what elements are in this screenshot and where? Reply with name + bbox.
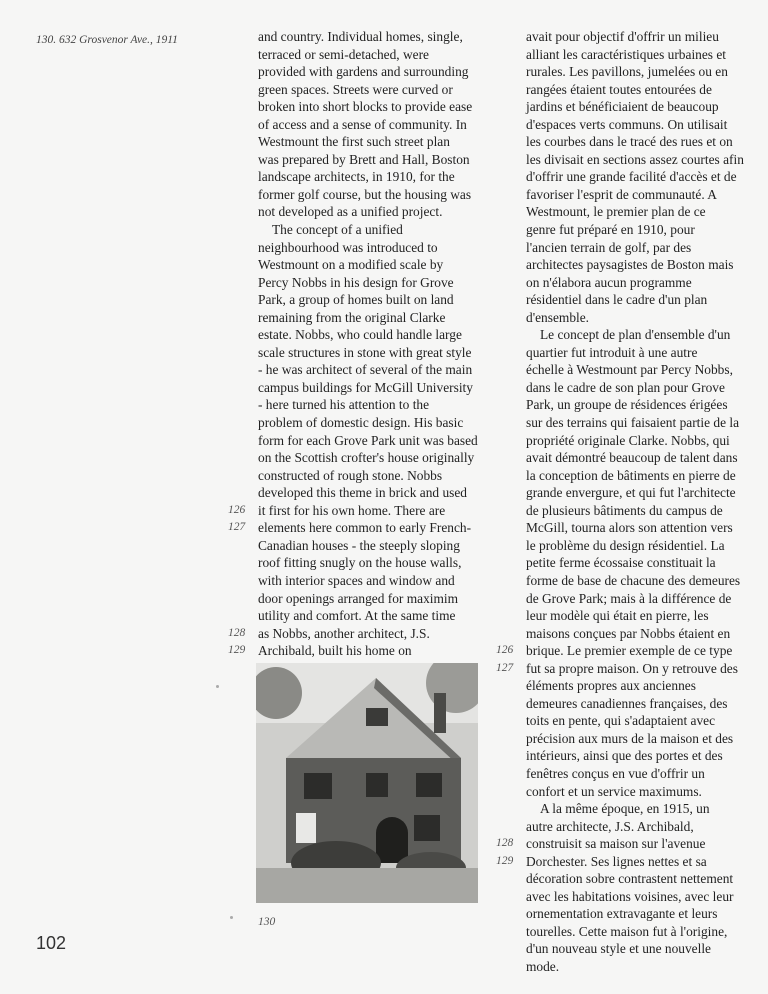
text-line <box>258 28 498 46</box>
text-line-content: d'un nouveau style et une nouvelle <box>526 941 711 957</box>
text-line-content: l'ancien terrain de golf, par des <box>526 239 692 255</box>
text-line <box>526 274 766 292</box>
figure-reference-number: 127 <box>496 661 514 674</box>
text-line <box>258 256 498 274</box>
text-line-content: ornementation extravagante et leurs <box>526 906 718 922</box>
text-line <box>526 326 766 344</box>
text-line-content: maisons conçues par Nobbs étaient en <box>526 625 731 641</box>
text-line <box>228 502 498 520</box>
text-line <box>526 870 766 888</box>
text-line <box>526 783 766 801</box>
text-line-content: forme de base de chacune des demeures <box>526 572 741 588</box>
text-line-content: genre fut préparé en 1910, pour <box>526 222 695 238</box>
text-line-content: alliant les caractéristiques urbaines et <box>526 46 727 62</box>
text-line <box>258 379 498 397</box>
text-line-content: utility and comfort. At the same time <box>258 608 456 624</box>
text-line-content: estate. Nobbs, who could handle large <box>258 327 462 343</box>
figure-reference-number: 126 <box>228 503 246 516</box>
text-line-content: propriété originale Clarke. Nobbs, qui <box>526 432 730 448</box>
text-line <box>258 590 498 608</box>
text-line <box>526 98 766 116</box>
text-line <box>258 151 498 169</box>
text-line-content: constructed of rough stone. Nobbs <box>258 467 443 483</box>
text-line-content: confort et un service maximums. <box>526 783 702 799</box>
text-line-content: sur des terrains qui faisaient partie de la <box>526 415 740 431</box>
text-line-content: rurales. Les pavillons, jumelées ou en <box>526 64 728 80</box>
text-line <box>526 239 766 257</box>
text-line-content: petite ferme écossaise constituait la <box>526 555 716 571</box>
text-line <box>526 63 766 81</box>
text-line <box>526 203 766 221</box>
text-line-content: as Nobbs, another architect, J.S. <box>258 625 430 641</box>
text-line <box>526 519 766 537</box>
text-line <box>258 291 498 309</box>
text-line <box>526 695 766 713</box>
print-speck <box>216 685 219 688</box>
text-line <box>228 625 498 643</box>
page-number: 102 <box>36 933 67 953</box>
text-line-content: construisit sa maison sur l'avenue <box>526 836 706 852</box>
text-line-content: d'ensemble. <box>526 309 590 325</box>
text-line-content: on n'élabora aucun programme <box>526 274 692 290</box>
text-line-content: jardins et bénéficiaient de beaucoup <box>526 99 719 115</box>
text-line <box>526 905 766 923</box>
text-line <box>526 607 766 625</box>
figure-reference-number: 129 <box>228 644 246 657</box>
text-line <box>526 537 766 555</box>
text-line-content: décoration sobre contrastent nettement <box>526 871 734 887</box>
text-line <box>496 642 766 660</box>
text-line-content: toits en pente, qui s'adaptaient avec <box>526 713 716 729</box>
text-line-content: avait démontré beaucoup de talent dans <box>526 450 738 466</box>
text-line-content: of access and a sense of community. In <box>258 116 467 132</box>
text-line-content: rangées étaient toutes entourées de <box>526 81 712 97</box>
text-line-content: quartier fut introduit à une autre <box>526 344 698 360</box>
text-line-content: le problème du design résidentiel. La <box>526 537 725 553</box>
photo-caption: 130 <box>258 916 276 928</box>
text-line-content: door openings arranged for maximim <box>258 590 459 606</box>
figure-reference-number: 129 <box>496 854 514 867</box>
text-line-content: A la même époque, en 1915, un <box>540 801 710 817</box>
text-line <box>258 607 498 625</box>
text-line <box>526 818 766 836</box>
text-line <box>526 800 766 818</box>
text-line <box>526 81 766 99</box>
text-line <box>258 116 498 134</box>
text-line-content: Le concept de plan d'ensemble d'un <box>540 327 731 343</box>
text-line <box>526 484 766 502</box>
text-line-content: avait pour objectif d'offrir un milieu <box>526 29 719 44</box>
text-line-content: - he was architect of several of the main <box>258 362 473 378</box>
text-line-content: developed this theme in brick and used <box>258 485 467 501</box>
text-line <box>526 467 766 485</box>
text-line-content: campus buildings for McGill University <box>258 379 473 395</box>
text-line-content: elements here common to early French- <box>258 520 472 536</box>
text-line-content: problem of domestic design. His basic <box>258 415 464 431</box>
text-line <box>526 291 766 309</box>
text-line <box>228 519 498 537</box>
text-line-content: précision aux murs de la maison et des <box>526 730 734 746</box>
house-photo-illustration <box>256 663 478 903</box>
text-line <box>526 923 766 941</box>
text-line-content: fenêtres conçus en vue d'offrir un <box>526 765 705 781</box>
text-line <box>526 502 766 520</box>
text-line <box>258 414 498 432</box>
text-line <box>258 274 498 292</box>
text-line <box>526 309 766 327</box>
text-line-content: remaining from the original Clarke <box>258 309 446 325</box>
text-line <box>526 414 766 432</box>
text-line-content: éléments propres aux anciennes <box>526 678 696 694</box>
text-line-content: d'espaces verts communs. On utilisait <box>526 116 728 132</box>
text-line-content: not developed as a unified project. <box>258 204 443 220</box>
text-line <box>526 396 766 414</box>
text-line-content: provided with gardens and surrounding <box>258 64 469 80</box>
text-line <box>496 853 766 871</box>
text-line-content: on the Scottish crofter's house originally <box>258 450 475 466</box>
text-line-content: architectes paysagistes de Boston mais <box>526 257 734 273</box>
text-line <box>526 590 766 608</box>
text-line <box>258 46 498 64</box>
french-text-column <box>496 28 766 976</box>
text-line <box>258 81 498 99</box>
text-line <box>258 344 498 362</box>
text-line-content: grande envergure, et qui fut l'architecte <box>526 485 736 501</box>
text-line-content: broken into short blocks to provide ease <box>258 99 473 115</box>
text-line-content: roof fitting snugly on the house walls, <box>258 555 462 571</box>
text-line <box>526 344 766 362</box>
text-line-content: favoriser l'esprit de communauté. A <box>526 186 717 202</box>
text-line-content: McGill, tourna alors son attention vers <box>526 520 733 536</box>
text-line-content: demeures canadiennes françaises, des <box>526 695 728 711</box>
text-line-content: la conception de bâtiments en pierre de <box>526 467 736 483</box>
text-line <box>526 765 766 783</box>
text-line <box>526 449 766 467</box>
text-line-content: and country. Individual homes, single, <box>258 29 463 44</box>
text-line <box>258 467 498 485</box>
text-line-content: Percy Nobbs in his design for Grove <box>258 274 454 290</box>
text-line-content: Westmount, le premier plan de ce <box>526 204 706 220</box>
house-photograph <box>256 663 478 903</box>
text-line-content: intérieurs, ainsi que des portes et des <box>526 748 723 764</box>
english-text-column <box>228 28 498 765</box>
text-line <box>258 537 498 555</box>
text-line <box>258 133 498 151</box>
text-line-content: les divisait en sections assez courtes afin <box>526 151 744 167</box>
text-line-content: it first for his own home. There are <box>258 502 446 518</box>
text-line-content: form for each Grove Park unit was based <box>258 432 478 448</box>
text-line <box>258 572 498 590</box>
text-line <box>258 239 498 257</box>
text-line <box>258 396 498 414</box>
text-line <box>258 432 498 450</box>
text-line <box>258 449 498 467</box>
text-line-content: d'offrir une grande facilité d'accès et de <box>526 169 737 185</box>
text-line <box>526 940 766 958</box>
text-line-content: tourelles. Cette maison fut à l'origine, <box>526 923 728 939</box>
text-line-content: leur modèle qui était en pierre, les <box>526 608 709 624</box>
figure-reference-number: 126 <box>496 644 514 657</box>
text-line <box>526 46 766 64</box>
text-line <box>526 221 766 239</box>
text-line-content: green spaces. Streets were curved or <box>258 81 453 97</box>
text-line <box>526 379 766 397</box>
text-line <box>526 888 766 906</box>
text-line <box>526 747 766 765</box>
text-line <box>258 484 498 502</box>
text-line <box>258 326 498 344</box>
text-line-content: autre architecte, J.S. Archibald, <box>526 818 694 834</box>
text-line <box>526 572 766 590</box>
text-line <box>526 730 766 748</box>
text-line-content: dans le cadre de son plan pour Grove <box>526 379 725 395</box>
text-line <box>526 712 766 730</box>
text-line <box>526 554 766 572</box>
text-line-content: brique. Le premier exemple de ce type <box>526 643 733 659</box>
figure-reference-number: 128 <box>496 837 514 850</box>
text-line <box>526 256 766 274</box>
text-line <box>526 168 766 186</box>
text-line <box>258 186 498 204</box>
text-line <box>258 361 498 379</box>
text-line <box>526 432 766 450</box>
print-speck <box>230 916 233 919</box>
text-line-content: Park, a group of homes built on land <box>258 292 454 308</box>
figure-reference-number: 127 <box>228 521 246 534</box>
text-line <box>526 958 766 976</box>
text-line-content: Westmount on a modified scale by <box>258 257 444 273</box>
text-line-content: de plusieurs bâtiments du campus de <box>526 502 723 518</box>
text-line-content: Park, un groupe de résidences érigées <box>526 397 728 413</box>
text-line-content: terraced or semi-detached, were <box>258 46 429 62</box>
text-line <box>526 361 766 379</box>
text-line-content: - here turned his attention to the <box>258 397 430 413</box>
text-line-content: Dorchester. Ses lignes nettes et sa <box>526 853 707 869</box>
text-line <box>228 642 498 660</box>
text-line-content: les courbes dans le tracé des rues et on <box>526 134 733 150</box>
figure-caption-top: 130. 632 Grosvenor Ave., 1911 <box>36 34 178 46</box>
text-line <box>258 203 498 221</box>
text-line-content: former golf course, but the housing was <box>258 186 472 202</box>
text-line-content: résidentiel dans le cadre d'un plan <box>526 292 708 308</box>
text-line <box>258 309 498 327</box>
text-line <box>526 116 766 134</box>
text-line <box>258 98 498 116</box>
text-line-content: avec les habitations voisines, avec leur <box>526 888 734 904</box>
text-line <box>258 168 498 186</box>
text-line <box>526 133 766 151</box>
text-line <box>258 63 498 81</box>
text-line-content: with interior spaces and window and <box>258 572 455 588</box>
figure-reference-number: 128 <box>228 626 246 639</box>
text-line-content: landscape architects, in 1910, for the <box>258 169 455 185</box>
text-line <box>496 835 766 853</box>
text-line-content: échelle à Westmount par Percy Nobbs, <box>526 362 733 378</box>
text-line <box>258 221 498 239</box>
text-line <box>526 151 766 169</box>
text-line-content: fut sa propre maison. On y retrouve des <box>526 660 738 676</box>
text-line-content: Westmount the first such street plan <box>258 134 450 150</box>
text-line-content: mode. <box>526 958 560 974</box>
text-line <box>526 677 766 695</box>
text-line <box>526 625 766 643</box>
text-line-content: neighbourhood was introduced to <box>258 239 438 255</box>
text-line-content: scale structures in stone with great style <box>258 344 472 360</box>
text-line-content: de Grove Park; mais à la différence de <box>526 590 732 606</box>
text-line <box>258 554 498 572</box>
text-line-content: The concept of a unified <box>272 222 403 238</box>
text-line-content: Archibald, built his home on <box>258 643 412 659</box>
text-line <box>496 660 766 678</box>
text-line <box>526 28 766 46</box>
text-line-content: Canadian houses - the steeply sloping <box>258 537 460 553</box>
text-line-content: was prepared by Brett and Hall, Boston <box>258 151 470 167</box>
text-line <box>526 186 766 204</box>
